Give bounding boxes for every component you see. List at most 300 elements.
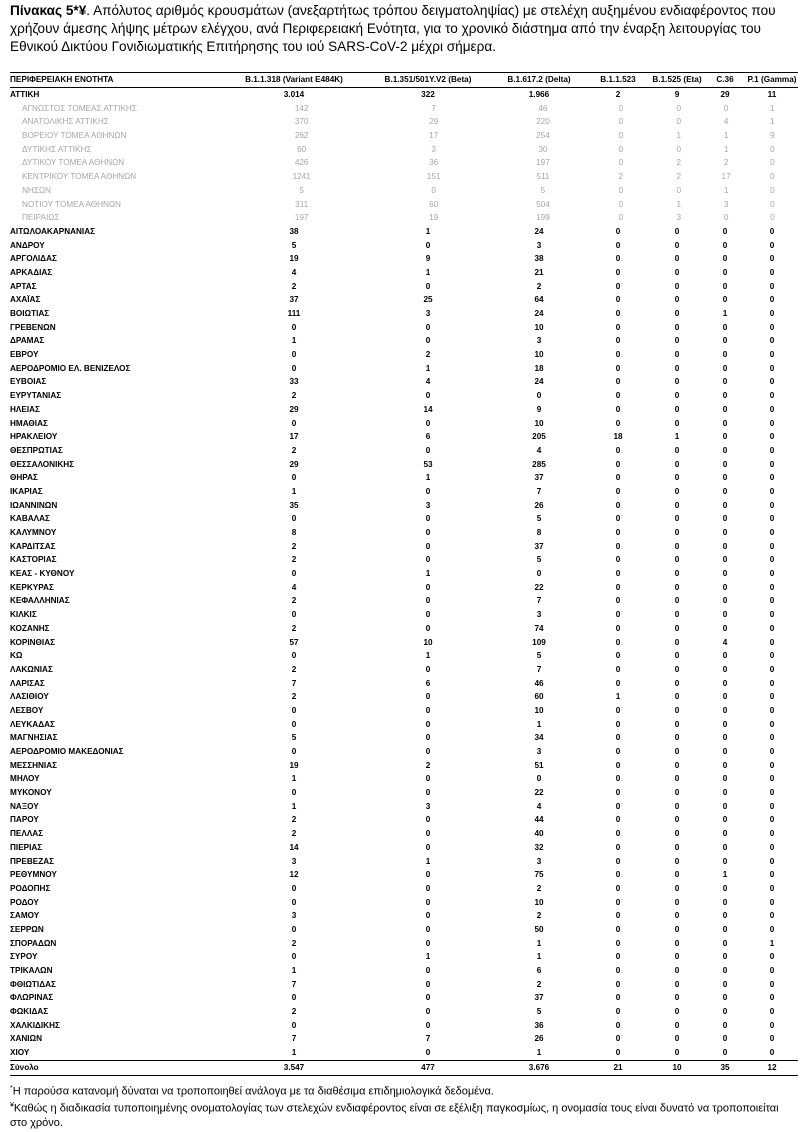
- case-count: 38: [289, 226, 299, 236]
- case-count: 0: [722, 1007, 728, 1017]
- table-row: [10, 745, 798, 759]
- case-count: 1.966: [528, 90, 550, 99]
- table-row: [10, 458, 798, 472]
- case-count: 10: [534, 897, 544, 907]
- case-count: 0: [618, 103, 624, 113]
- case-count: 197: [294, 213, 309, 223]
- header-region: ΠΕΡΙΦΕΡΕΙΑΚΗ ΕΝΟΤΗΤΑ: [10, 75, 114, 84]
- case-count: 0: [769, 418, 775, 428]
- case-count: 0: [722, 883, 728, 893]
- case-count: 36: [534, 1020, 544, 1030]
- table-row: [10, 567, 798, 581]
- case-count: 19: [289, 254, 299, 264]
- case-count: 0: [769, 377, 775, 387]
- case-count: 2: [536, 979, 542, 989]
- table-header-row: [10, 73, 798, 88]
- case-count: 0: [674, 445, 680, 455]
- table-row: [10, 225, 798, 239]
- case-count: 0: [770, 199, 775, 209]
- case-count: 0: [674, 322, 680, 332]
- case-count: 0: [674, 952, 680, 962]
- region-name: ΝΑΞΟΥ: [10, 801, 39, 811]
- case-count: 0: [722, 911, 728, 921]
- case-count: 0: [769, 993, 775, 1003]
- case-count: 24: [534, 377, 544, 387]
- case-count: 1: [425, 226, 431, 236]
- table-row: [10, 88, 798, 102]
- case-count: 37: [534, 993, 544, 1003]
- case-count: 1: [291, 1048, 297, 1058]
- case-count: 0: [674, 774, 680, 784]
- case-count: 5: [536, 1007, 542, 1017]
- case-count: 1: [291, 801, 297, 811]
- case-count: 504: [536, 199, 550, 209]
- case-count: 0: [722, 815, 728, 825]
- case-count: 0: [769, 747, 775, 756]
- case-count: 3: [536, 610, 542, 620]
- case-count: 0: [425, 924, 431, 934]
- case-count: 0: [536, 391, 542, 401]
- case-count: 0: [769, 404, 775, 414]
- case-count: 254: [536, 131, 550, 141]
- case-count: 0: [425, 514, 431, 524]
- case-count: 0: [722, 500, 728, 510]
- case-count: 0: [769, 979, 775, 989]
- case-count: 0: [618, 144, 624, 154]
- case-count: 0: [615, 473, 621, 483]
- case-count: 0: [615, 911, 621, 921]
- case-count: 11: [767, 90, 777, 99]
- case-count: 6: [536, 966, 542, 975]
- case-count: 0: [615, 459, 621, 469]
- case-count: 0: [425, 1007, 431, 1017]
- case-count: 0: [618, 117, 624, 127]
- case-count: 60: [534, 692, 544, 702]
- case-count: 0: [615, 897, 621, 907]
- case-count: 0: [674, 363, 680, 373]
- table-row: [10, 266, 798, 280]
- region-name: ΚΑΣΤΟΡΙΑΣ: [10, 555, 57, 565]
- region-name: ΚΕΡΚΥΡΑΣ: [10, 582, 54, 592]
- table-subrow: [10, 184, 798, 198]
- case-count: 0: [425, 486, 431, 496]
- case-count: 0: [722, 445, 728, 455]
- case-count: 5: [299, 185, 304, 195]
- region-name: ΠΑΡΟΥ: [10, 815, 39, 825]
- case-count: 29: [429, 117, 439, 127]
- case-count: 0: [769, 226, 775, 236]
- case-count: 0: [674, 801, 680, 811]
- region-name: ΧΙΟΥ: [10, 1048, 30, 1058]
- case-count: 220: [536, 117, 550, 127]
- case-count: 0: [425, 842, 431, 852]
- case-count: 0: [722, 856, 728, 866]
- region-name: ΠΕΛΛΑΣ: [10, 829, 44, 839]
- case-count: 0: [769, 897, 775, 907]
- case-count: 0: [722, 473, 728, 483]
- case-count: 37: [534, 473, 544, 483]
- case-count: 0: [674, 254, 680, 264]
- case-count: 17: [289, 432, 299, 442]
- case-count: 0: [615, 623, 621, 633]
- region-name: ΚΕΑΣ - ΚΥΘΝΟΥ: [10, 569, 75, 579]
- table-row: [10, 280, 798, 294]
- case-count: 0: [615, 952, 621, 962]
- case-count: 2: [291, 692, 297, 702]
- case-count: 0: [291, 569, 297, 579]
- case-count: 18: [534, 363, 544, 373]
- case-count: 7: [536, 596, 542, 606]
- case-count: 0: [291, 651, 297, 661]
- case-count: 0: [770, 172, 775, 182]
- case-count: 0: [425, 623, 431, 633]
- footnote: [10, 1099, 798, 1131]
- case-count: 3: [291, 856, 297, 866]
- table-row: [10, 813, 798, 827]
- case-count: 3: [425, 500, 431, 510]
- total-cell: 3.547: [283, 1062, 305, 1072]
- case-count: 0: [674, 377, 680, 387]
- region-name: ΚΑΛΥΜΝΟΥ: [10, 528, 57, 537]
- footnote-mark: *: [10, 1084, 13, 1092]
- case-count: 0: [722, 528, 728, 537]
- case-count: 2: [291, 938, 297, 948]
- case-count: 29: [720, 90, 730, 99]
- case-count: 0: [615, 979, 621, 989]
- case-count: 30: [538, 144, 548, 154]
- case-count: 0: [615, 582, 621, 592]
- case-count: 0: [615, 651, 621, 661]
- case-count: 1: [425, 363, 431, 373]
- region-name: ΘΕΣΠΡΩΤΙΑΣ: [10, 445, 63, 455]
- case-count: 0: [674, 664, 680, 674]
- case-count: 0: [291, 418, 297, 428]
- table-row: [10, 1019, 798, 1033]
- case-count: 0: [674, 514, 680, 524]
- case-count: 0: [722, 788, 728, 798]
- table-row: [10, 321, 798, 335]
- case-count: 2: [425, 350, 431, 360]
- case-count: 7: [291, 678, 297, 688]
- table-row: [10, 978, 798, 992]
- total-cell: 12: [767, 1062, 777, 1072]
- case-count: 5: [536, 651, 542, 661]
- case-count: 0: [722, 760, 728, 770]
- case-count: 1: [674, 432, 680, 442]
- case-count: 0: [722, 952, 728, 962]
- case-count: 7: [536, 664, 542, 674]
- region-name: ΗΡΑΚΛΕΙΟΥ: [10, 432, 58, 442]
- table-row: [10, 731, 798, 745]
- case-count: 0: [425, 692, 431, 702]
- case-count: 0: [722, 514, 728, 524]
- case-count: 109: [532, 637, 546, 647]
- region-name: ΧΑΝΙΩΝ: [10, 1034, 43, 1044]
- case-count: 0: [722, 322, 728, 332]
- case-count: 0: [674, 747, 680, 756]
- case-count: 0: [674, 856, 680, 866]
- case-count: 37: [289, 295, 299, 305]
- case-count: 0: [769, 774, 775, 784]
- case-count: 0: [615, 678, 621, 688]
- case-count: 0: [615, 377, 621, 387]
- case-count: 2: [291, 596, 297, 606]
- case-count: 0: [425, 870, 431, 880]
- case-count: 0: [674, 705, 680, 715]
- case-count: 3: [723, 199, 729, 209]
- case-count: 0: [291, 719, 297, 729]
- case-count: 1241: [292, 172, 311, 182]
- case-count: 0: [615, 788, 621, 798]
- case-count: 0: [291, 924, 297, 934]
- case-count: 10: [423, 637, 433, 647]
- table-total-row: [10, 1060, 798, 1076]
- case-count: 0: [674, 623, 680, 633]
- table-row: [10, 786, 798, 800]
- case-count: 0: [722, 692, 728, 702]
- case-count: 0: [291, 897, 297, 907]
- case-count: 0: [722, 377, 728, 387]
- case-count: 0: [769, 363, 775, 373]
- case-count: 12: [289, 870, 299, 880]
- table-row: [10, 855, 798, 869]
- case-count: 111: [287, 309, 301, 318]
- case-count: 0: [722, 651, 728, 661]
- region-name: ΦΩΚΙΔΑΣ: [10, 1007, 49, 1017]
- case-count: 0: [674, 760, 680, 770]
- case-count: 46: [534, 678, 544, 688]
- case-count: 18: [613, 432, 623, 442]
- header-b11318: B.1.1.318 (Variant E484K): [245, 75, 343, 84]
- case-count: 151: [426, 172, 441, 182]
- case-count: 6: [425, 678, 431, 688]
- region-name: ΜΗΛΟΥ: [10, 774, 40, 784]
- table-subrow: [10, 156, 798, 170]
- table-row: [10, 581, 798, 595]
- region-name: ΡΟΔΟΥ: [10, 897, 39, 907]
- table-row: [10, 430, 798, 444]
- case-count: 19: [429, 213, 439, 223]
- case-count: 0: [769, 514, 775, 524]
- case-count: 0: [425, 418, 431, 428]
- case-count: 0: [769, 705, 775, 715]
- case-count: 1: [291, 774, 297, 784]
- region-name: ΛΕΣΒΟΥ: [10, 705, 44, 715]
- case-count: 0: [769, 637, 775, 647]
- region-name: ΙΩΑΝΝΙΝΩΝ: [10, 500, 58, 510]
- case-count: 285: [532, 459, 546, 469]
- case-count: 0: [425, 829, 431, 839]
- case-count: 0: [769, 486, 775, 496]
- table-row: [10, 964, 798, 978]
- case-count: 0: [615, 350, 621, 360]
- case-count: 0: [674, 541, 680, 551]
- case-count: 0: [291, 788, 297, 798]
- region-name: ΛΑΡΙΣΑΣ: [10, 678, 45, 688]
- table-subrow: [10, 170, 798, 184]
- case-count: 32: [534, 842, 544, 852]
- case-count: 14: [289, 842, 299, 852]
- case-count: 0: [425, 610, 431, 620]
- case-count: 262: [294, 131, 309, 141]
- case-count: 0: [722, 924, 728, 934]
- case-count: 7: [431, 103, 436, 113]
- table-row: [10, 827, 798, 841]
- case-count: 0: [615, 514, 621, 524]
- table-row: [10, 499, 798, 513]
- case-count: 1: [291, 966, 297, 975]
- case-count: 0: [769, 500, 775, 510]
- case-count: 0: [615, 664, 621, 674]
- case-count: 0: [615, 747, 621, 756]
- case-count: 0: [722, 267, 728, 277]
- case-count: 0: [722, 295, 728, 305]
- case-count: 0: [615, 281, 621, 291]
- region-name: ΓΡΕΒΕΝΩΝ: [10, 322, 56, 332]
- case-count: 0: [674, 870, 680, 880]
- case-count: 0: [722, 966, 728, 975]
- region-name: ΑΡΤΑΣ: [10, 281, 37, 291]
- region-name: ΜΥΚΟΝΟΥ: [10, 788, 52, 798]
- case-count: 0: [536, 774, 542, 784]
- case-count: 0: [674, 582, 680, 592]
- region-name: ΔΡΑΜΑΣ: [10, 336, 45, 346]
- case-count: 0: [615, 760, 621, 770]
- footnotes: [10, 1082, 798, 1131]
- total-label: Σύνολο: [10, 1062, 39, 1072]
- case-count: 0: [722, 705, 728, 715]
- case-count: 0: [615, 322, 621, 332]
- case-count: 0: [615, 610, 621, 620]
- region-name: ΧΑΛΚΙΔΙΚΗΣ: [10, 1020, 60, 1030]
- table-subrow: [10, 198, 798, 212]
- case-count: 0: [674, 569, 680, 579]
- case-count: 0: [769, 651, 775, 661]
- case-count: 0: [674, 418, 680, 428]
- table-row: [10, 334, 798, 348]
- case-count: 0: [722, 979, 728, 989]
- region-name: ΡΟΔΟΠΗΣ: [10, 883, 51, 893]
- case-count: 0: [722, 363, 728, 373]
- header-gamma: P.1 (Gamma): [747, 75, 797, 84]
- case-count: 0: [722, 459, 728, 469]
- region-name: ΚΑΡΔΙΤΣΑΣ: [10, 541, 56, 551]
- case-count: 0: [615, 870, 621, 880]
- case-count: 2: [425, 760, 431, 770]
- case-count: 0: [769, 952, 775, 962]
- case-count: 2: [291, 829, 297, 839]
- case-count: 0: [722, 664, 728, 674]
- case-count: 0: [769, 883, 775, 893]
- case-count: 0: [769, 309, 775, 318]
- case-count: 2: [291, 664, 297, 674]
- case-count: 0: [291, 610, 297, 620]
- header-c36: C.36: [716, 75, 734, 84]
- table-subrow: [10, 211, 798, 225]
- table-row: [10, 991, 798, 1005]
- table-row: [10, 512, 798, 526]
- case-count: 1: [770, 103, 775, 113]
- case-count: 4: [723, 117, 729, 127]
- case-count: 0: [291, 952, 297, 962]
- region-name: ΗΛΕΙΑΣ: [10, 404, 40, 414]
- case-count: 0: [615, 240, 621, 250]
- region-name: ΘΕΣΣΑΛΟΝΙΚΗΣ: [10, 459, 75, 469]
- case-count: 5: [291, 240, 297, 250]
- case-count: 0: [769, 254, 775, 264]
- table-row: [10, 841, 798, 855]
- case-count: 7: [425, 1034, 431, 1044]
- case-count: 0: [674, 938, 680, 948]
- case-count: 0: [615, 391, 621, 401]
- region-name: ΜΕΣΣΗΝΙΑΣ: [10, 760, 58, 770]
- table-row: [10, 690, 798, 704]
- case-count: 2: [618, 172, 624, 182]
- table-row: [10, 937, 798, 951]
- case-count: 0: [674, 883, 680, 893]
- case-count: 0: [615, 486, 621, 496]
- region-name: ΚΙΛΚΙΣ: [10, 610, 37, 620]
- case-count: 0: [431, 185, 436, 195]
- case-count: 0: [674, 966, 680, 975]
- case-count: 0: [674, 815, 680, 825]
- case-count: 0: [425, 445, 431, 455]
- case-count: 1: [536, 1048, 542, 1058]
- case-count: 0: [674, 1034, 680, 1044]
- region-name: ΕΒΡΟΥ: [10, 350, 39, 360]
- case-count: 0: [676, 144, 682, 154]
- case-count: 0: [722, 623, 728, 633]
- case-count: 0: [615, 1034, 621, 1044]
- table-row: [10, 594, 798, 608]
- case-count: 0: [769, 664, 775, 674]
- case-count: 34: [534, 733, 544, 743]
- case-count: 2: [291, 541, 297, 551]
- table-row: [10, 553, 798, 567]
- case-count: 2: [291, 281, 297, 291]
- region-name: ΒΟΡΕΙΟΥ ΤΟΜΕΑ ΑΘΗΝΩΝ: [22, 131, 127, 141]
- case-count: 2: [291, 1007, 297, 1017]
- case-count: 4: [536, 801, 542, 811]
- case-count: 0: [722, 582, 728, 592]
- table-row: [10, 403, 798, 417]
- case-count: 10: [534, 322, 544, 332]
- case-count: 51: [534, 760, 544, 770]
- table-row: [10, 252, 798, 266]
- table-subrow: [10, 143, 798, 157]
- table-row: [10, 471, 798, 485]
- case-count: 0: [615, 569, 621, 579]
- case-count: 53: [423, 459, 433, 469]
- table-row: [10, 540, 798, 554]
- case-count: 0: [769, 760, 775, 770]
- case-count: 0: [425, 1048, 431, 1058]
- case-count: 0: [291, 705, 297, 715]
- case-count: 0: [615, 842, 621, 852]
- total-cell: 3.676: [528, 1062, 550, 1072]
- case-count: 0: [722, 733, 728, 743]
- case-count: 74: [534, 623, 544, 633]
- case-count: 1: [425, 651, 431, 661]
- case-count: 0: [769, 829, 775, 839]
- case-count: 0: [674, 637, 680, 647]
- case-count: 0: [722, 801, 728, 811]
- case-count: 0: [722, 842, 728, 852]
- case-count: 0: [769, 801, 775, 811]
- region-name: ΔΥΤΙΚΟΥ ΤΟΜΕΑ ΑΘΗΝΩΝ: [22, 158, 125, 168]
- case-count: 26: [534, 500, 544, 510]
- case-count: 3: [536, 747, 542, 756]
